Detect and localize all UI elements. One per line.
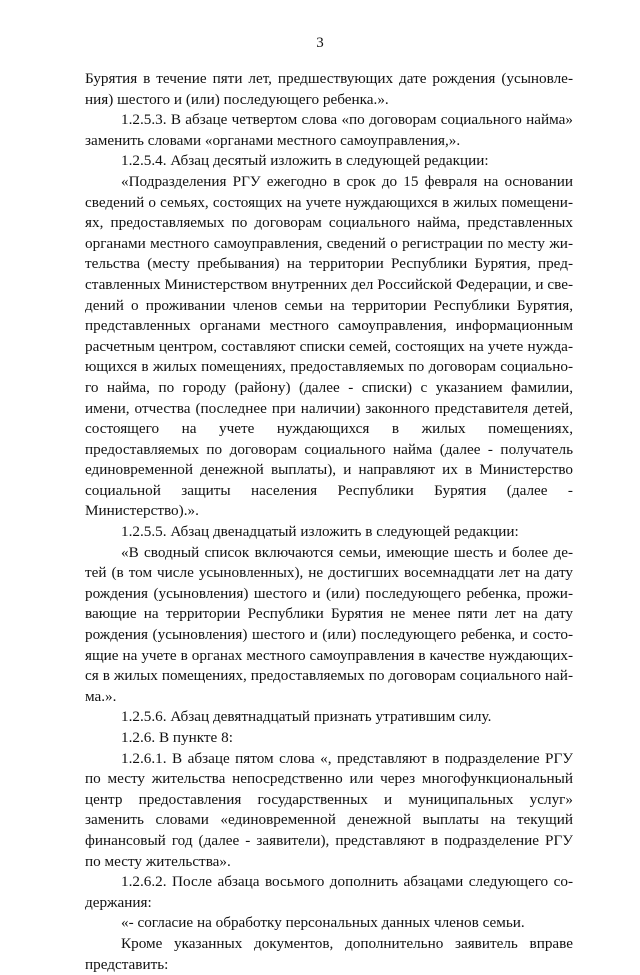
document-body xyxy=(85,69,573,975)
paragraph: 1.2.6.1. В абзаце пятом слова «, представляют в подразделение РГУ по месту жительства непосредственно или через многофункциональный центр предоставления государственных и муниципальных услуг» заменить словами «единовременной денежной выплаты на текущий финансовый год (далее - заявители), представляют в подразделение РГУ по месту жительства». xyxy=(85,749,573,870)
paragraph: 1.2.5.6. Абзац девятнадцатый признать утратившим силу. xyxy=(121,708,492,726)
paragraph: 1.2.6. В пункте 8: xyxy=(121,729,233,746)
paragraph: 1.2.6.2. После абзаца восьмого дополнить абзацами следующего содержания: xyxy=(85,873,573,911)
paragraph: 1.2.5.5. Абзац двенадцатый изложить в следующей редакции: xyxy=(121,523,519,541)
paragraph: Бурятия в течение пяти лет, предшествующих дате рождения (усыновления) шестого и (или) последующего ребенка.». xyxy=(85,70,573,108)
paragraph: «- согласие на обработку персональных данных членов семьи. xyxy=(121,914,525,932)
paragraph: «В сводный список включаются семьи, имеющие шесть и более детей (в том числе усыновленных), не достигших восемнадцати лет на дату рождения (усыновления) шестого и (или) последующего ребенка, проживающие на территории Республики Бурятия не менее пяти лет на дату рождения (усыновления) шестого и (или) последующего ребенка, и состоящие на учете в органах местного самоуправления в качестве нуждающихся в жилых помещениях, предоставляемых по договорам социального найма.». xyxy=(85,543,573,705)
paragraph: 1.2.5.3. В абзаце четвертом слова «по договорам социального найма» заменить словами «органами местного самоуправления,». xyxy=(85,111,573,149)
paragraph: Кроме указанных документов, дополнительно заявитель вправе представить: xyxy=(85,934,573,973)
paragraph: «Подразделения РГУ ежегодно в срок до 15 февраля на основании сведений о семьях, состоящих на учете нуждающихся в жилых помещениях, предоставляемых по договорам социального найма, представленных органами местного самоуправления, сведений о регистрации по месту жительства (месту пребывания) на территории Республики Бурятия, представленных Министерством внутренних дел Российской Федерации, и сведений о проживании членов семьи на территории Республики Бурятия, представленных органами местного самоуправления, информационным расчетным центром, составляют списки семей, состоящих на учете нуждающихся в жилых помещениях, предоставляемых по договорам социального найма, по городу (району) (далее - списки) с указанием фамилии, имени, отчества (последнее при наличии) законного представителя детей, состоящего на учете нуждающихся в жилых помещениях, предоставляемых по договорам социального найма (далее - получатель единовременной денежной выплаты), и направляют их в Министерство социальной защиты населения Республики Бурятия (далее - Министерство).». xyxy=(85,172,573,520)
paragraph: 1.2.5.4. Абзац десятый изложить в следующей редакции: xyxy=(121,152,489,170)
page-number: 3 xyxy=(316,35,324,51)
